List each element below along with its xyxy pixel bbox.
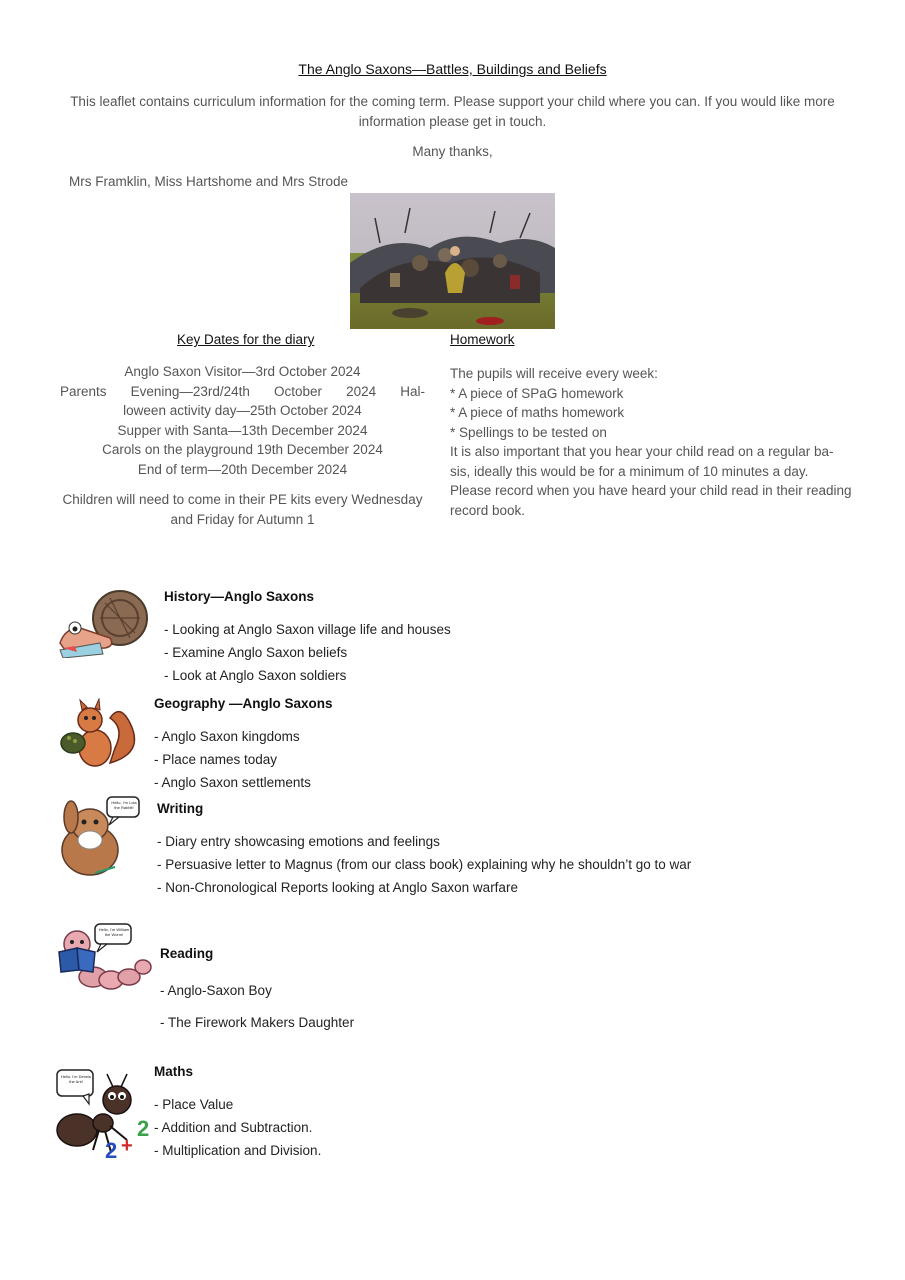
maths-mascot-bubble: Hello, I'm Dennis the Ant! [60, 1074, 92, 1084]
teacher-signoff: Mrs Framklin, Miss Hartshome and Mrs Strode [69, 174, 349, 189]
homework-line: It is also important that you hear your child read on a regular ba- [450, 444, 834, 459]
svg-text:+: + [121, 1135, 133, 1157]
rabbit-mascot-icon [55, 795, 145, 888]
homework-line: * A piece of SPaG homework [450, 385, 624, 401]
homework-heading: Homework [450, 332, 515, 347]
history-item: - Look at Anglo Saxon soldiers [164, 668, 347, 683]
svg-text:2: 2 [137, 1116, 150, 1141]
intro-text: This leaflet contains curriculum information for the coming term. Please support your child where you can. If you would like more information please get in touch. [70, 94, 835, 129]
writing-item: - Non-Chronological Reports looking at Anglo Saxon warfare [157, 880, 518, 895]
writing-mascot-bubble: Hello, I'm Lola the Rabbit! [111, 800, 137, 810]
key-date-item: End of term—20th December 2024 [137, 461, 348, 477]
homework-text [450, 364, 852, 520]
key-dates-list [60, 362, 425, 479]
key-date-item: Parents Evening—23rd/24th October 2024 Hal- [60, 383, 425, 399]
anglo-saxon-battle-painting [350, 193, 555, 329]
svg-text:2: 2 [105, 1138, 118, 1160]
history-heading: History—Anglo Saxons [164, 589, 315, 604]
pe-kit-note: Children will need to come in their PE kits every Wednesday and Friday for Autumn 1 [62, 492, 423, 527]
key-date-item: loween activity day—25th October 2024 [123, 403, 362, 418]
key-date-item: Carols on the playground 19th December 2024 [102, 442, 383, 457]
worm-mascot-icon [55, 922, 155, 999]
reading-list [160, 975, 354, 1039]
geography-item: - Place names today [154, 752, 278, 767]
history-item: - Examine Anglo Saxon beliefs [164, 645, 348, 660]
maths-item: - Addition and Subtraction. [154, 1120, 313, 1135]
maths-item: - Multiplication and Division. [154, 1143, 322, 1158]
reading-mascot-bubble: Hello, I'm William the Worm! [98, 927, 130, 937]
geography-item: - Anglo Saxon kingdoms [154, 729, 300, 744]
maths-item: - Place Value [154, 1097, 234, 1112]
homework-line: Please record when you have heard your child read in their reading [450, 483, 852, 498]
homework-line: * Spellings to be tested on [450, 424, 607, 440]
maths-heading: Maths [154, 1064, 194, 1079]
key-date-item: Supper with Santa—13th December 2024 [117, 422, 368, 438]
key-dates-heading: Key Dates for the diary [177, 332, 315, 347]
homework-line: * A piece of maths homework [450, 405, 625, 420]
squirrel-mascot-icon [55, 698, 140, 778]
snail-mascot-icon [55, 588, 155, 663]
homework-line: record book. [450, 502, 526, 518]
reading-item: - The Firework Makers Daughter [160, 1015, 355, 1030]
geography-item: - Anglo Saxon settlements [154, 775, 311, 790]
maths-list [154, 1093, 321, 1162]
ant-mascot-icon [55, 1068, 155, 1165]
homework-line: sis, ideally this would be for a minimum of 10 minutes a day. [450, 463, 809, 479]
geography-heading: Geography —Anglo Saxons [154, 696, 333, 711]
history-item: - Looking at Anglo Saxon village life and houses [164, 622, 451, 637]
writing-item: - Diary entry showcasing emotions and feelings [157, 834, 440, 849]
thanks-text: Many thanks, [412, 144, 493, 159]
leaflet-title: The Anglo Saxons—Battles, Buildings and Beliefs [298, 61, 607, 77]
geography-list [154, 725, 311, 794]
writing-heading: Writing [157, 801, 204, 816]
homework-line: The pupils will receive every week: [450, 366, 658, 381]
writing-item: - Persuasive letter to Magnus (from our class book) explaining why he shouldn’t go to war [157, 857, 692, 872]
reading-item: - Anglo-Saxon Boy [160, 983, 272, 998]
history-list [164, 618, 451, 687]
key-date-item: Anglo Saxon Visitor—3rd October 2024 [124, 364, 361, 379]
writing-list [157, 830, 691, 899]
reading-heading: Reading [160, 946, 214, 961]
